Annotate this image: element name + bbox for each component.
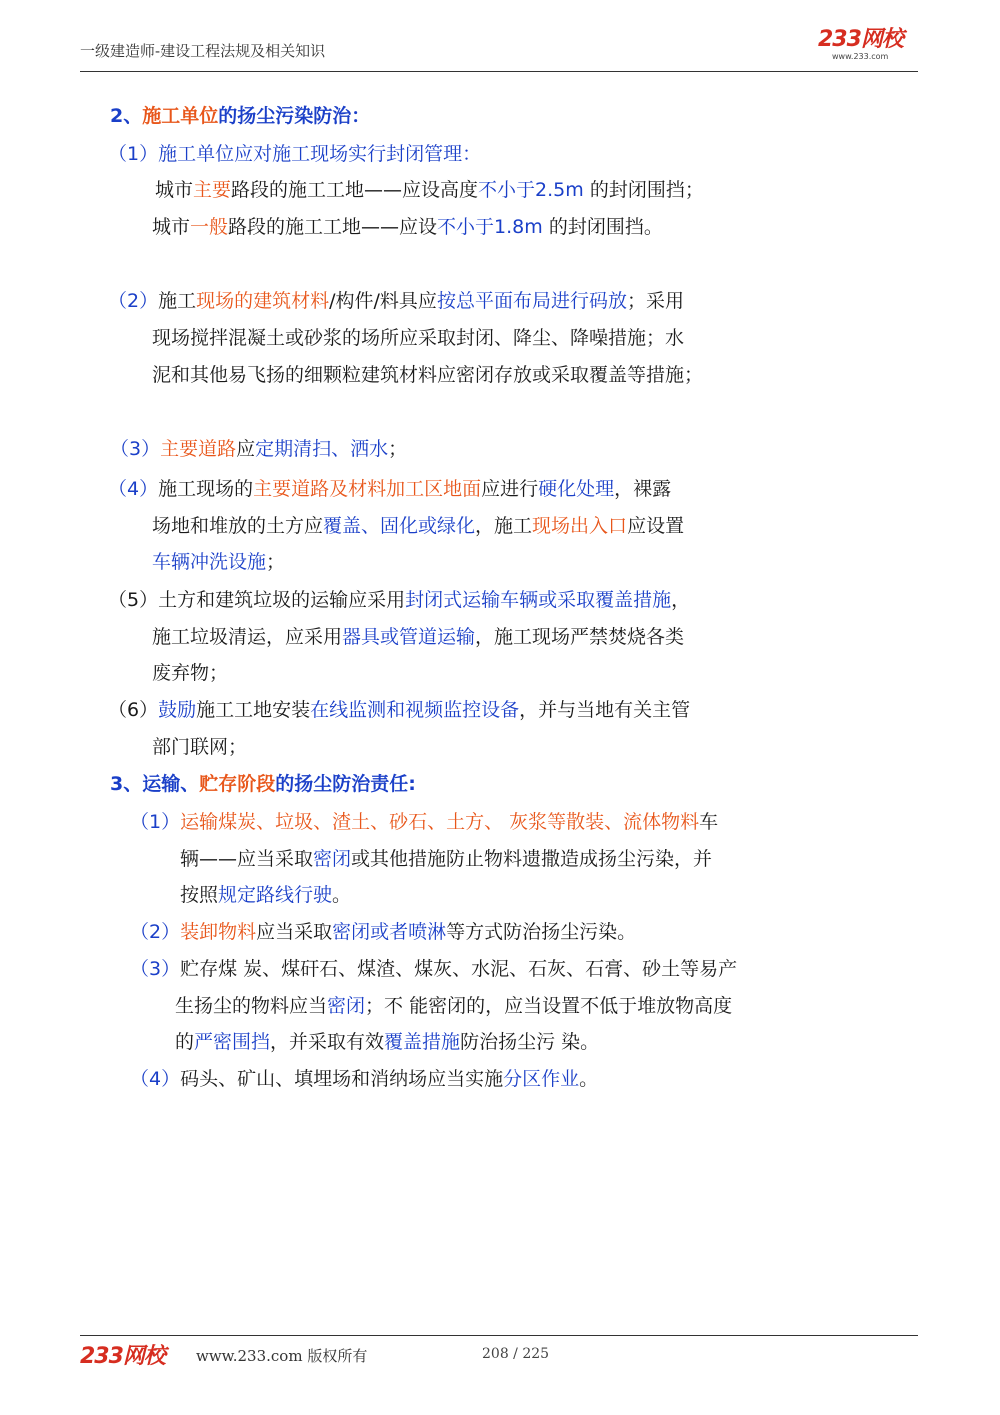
section-3-heading: 3、运输、贮存阶段的扬尘防治责任: <box>110 773 416 795</box>
item-2-2-line-b: 现场搅拌混凝土或砂浆的场所应采取封闭、降尘、降噪措施；水 <box>152 327 685 349</box>
item-3-4: （4）码头、矿山、填埋场和消纳场应当实施分区作业。 <box>130 1068 599 1090</box>
item-3-3-line-a: （3）贮存煤 炭、煤矸石、煤渣、煤灰、水泥、石灰、石膏、砂土等易产 <box>130 958 738 980</box>
page-number: 208 / 225 <box>482 1346 550 1362</box>
item-2-1-line-a: 城市主要路段的施工工地——应设高度不小于2.5m 的封闭围挡； <box>155 179 704 201</box>
item-3-1-line-c: 按照规定路线行驶。 <box>180 884 352 906</box>
item-3-3-line-c: 的严密围挡，并采取有效覆盖措施防治扬尘污 染。 <box>175 1031 600 1053</box>
brand-logo-url: www.233.com <box>832 52 889 61</box>
footer-logo: 233网校 <box>80 1344 165 1369</box>
footer-copyright: www.233.com 版权所有 <box>196 1347 368 1365</box>
item-2-4-line-c: 车辆冲洗设施； <box>152 551 286 573</box>
brand-logo-text: 233网校 <box>818 27 903 52</box>
item-3-2: （2）装卸物料应当采取密闭或者喷淋等方式防治扬尘污染。 <box>130 921 637 943</box>
header-rule <box>80 71 918 72</box>
item-2-6-line-a: （6）鼓励施工工地安装在线监测和视频监控设备，并与当地有关主管 <box>108 699 691 721</box>
item-2-4-line-b: 场地和堆放的土方应覆盖、固化或绿化，施工现场出入口应设置 <box>152 515 685 537</box>
document-title: 一级建造师-建设工程法规及相关知识 <box>80 42 326 60</box>
section-2-heading: 2、施工单位的扬尘污染防治： <box>110 105 371 127</box>
item-2-3: （3）主要道路应定期清扫、洒水； <box>110 438 408 460</box>
item-2-1-line-b: 城市一般路段的施工工地——应设不小于1.8m 的封闭围挡。 <box>152 216 663 238</box>
item-2-5-line-c: 废弃物； <box>152 662 229 684</box>
item-2-2-line-a: （2）施工现场的建筑材料/构件/料具应按总平面布局进行码放；采用 <box>108 290 684 312</box>
item-2-1-title: （1）施工单位应对施工现场实行封闭管理： <box>108 143 482 165</box>
item-2-5-line-b: 施工垃圾清运，应采用器具或管道运输，施工现场严禁焚烧各类 <box>152 626 685 648</box>
item-2-6-line-b: 部门联网； <box>152 736 248 758</box>
footer-rule <box>80 1335 918 1336</box>
item-2-4-line-a: （4）施工现场的主要道路及材料加工区地面应进行硬化处理，裸露 <box>108 478 672 500</box>
brand-logo <box>818 28 928 66</box>
item-2-5-line-a: （5）土方和建筑垃圾的运输应采用封闭式运输车辆或采取覆盖措施， <box>108 589 691 611</box>
item-3-3-line-b: 生扬尘的物料应当密闭；不 能密闭的，应当设置不低于堆放物高度 <box>175 995 733 1017</box>
item-3-1-line-b: 辆——应当采取密闭或其他措施防止物料遗撒造成扬尘污染，并 <box>180 848 713 870</box>
item-2-2-line-c: 泥和其他易飞扬的细颗粒建筑材料应密闭存放或采取覆盖等措施； <box>152 364 704 386</box>
item-3-1-line-a: （1）运输煤炭、垃圾、渣土、砂石、土方、 灰浆等散装、流体物料车 <box>130 811 719 833</box>
